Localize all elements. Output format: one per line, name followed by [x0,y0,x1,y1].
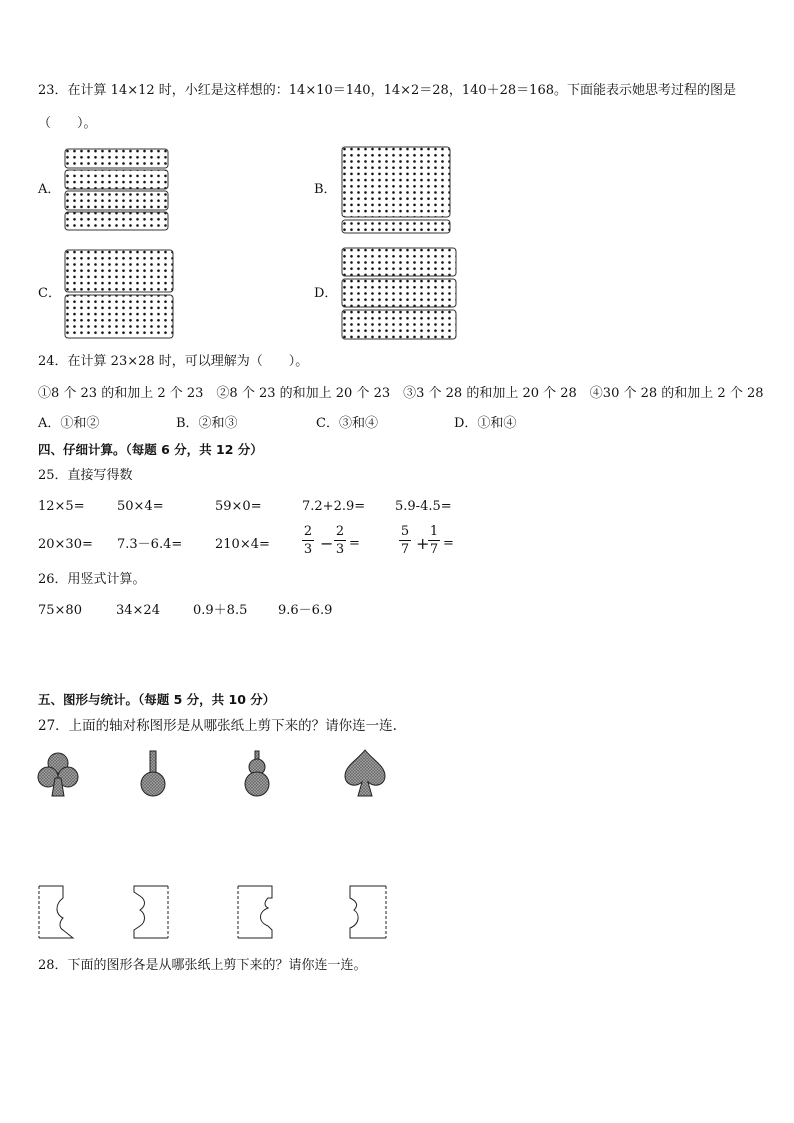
q25-item: 20×30= [38,537,93,552]
q25-fraction-2-equals: = [443,536,454,551]
gourd-shape-icon[interactable] [243,750,271,798]
q25-item: 59×0= [215,499,262,514]
folded-paper-1[interactable] [37,884,77,940]
section-5-heading: 五、图形与统计。（每题 5 分，共 10 分） [38,692,276,707]
q28-stem: 28．下面的图形各是从哪张纸上剪下来的？请你连一连。 [38,958,367,973]
q23-option-c-figure [64,249,176,341]
folded-paper-3[interactable] [236,884,276,940]
folded-paper-2[interactable] [130,884,170,940]
q23-option-a-figure [64,148,170,234]
q25-fraction-1-equals: = [349,536,360,551]
q26-item: 34×24 [116,603,160,618]
q24-choice-d[interactable]: D．①和④ [454,416,517,431]
q23-option-c-label[interactable]: C． [38,286,61,301]
q26-stem: 26．用竖式计算。 [38,572,146,587]
q25-item: 7.2+2.9= [302,499,366,514]
racket-shape-icon[interactable] [139,750,167,798]
q23-stem: 23．在计算 14×12 时，小红是这样想的：14×10＝140，14×2＝28，140＋28＝168。下面能表示她思考过程的图是 [38,83,736,98]
q26-item: 75×80 [38,603,82,618]
q26-item: 9.6－6.9 [278,603,333,618]
q25-item: 50×4= [117,499,164,514]
q24-choice-b[interactable]: B．②和③ [176,416,238,431]
q25-fraction-2b: 1 7 [429,524,439,557]
q26-item: 0.9＋8.5 [193,603,248,618]
q23-option-b-label[interactable]: B． [314,182,337,197]
q24-stem: 24．在计算 23×28 时，可以理解为（ ）。 [38,354,309,369]
spade-shape-icon[interactable] [343,748,387,798]
q23-answer-blank[interactable]: （ ）。 [38,116,97,131]
q25-item: 5.9-4.5= [395,499,452,514]
q23-option-d-figure [341,247,459,342]
q25-item: 210×4= [215,537,270,552]
q25-fraction-1b: 2 3 [335,524,345,557]
q25-stem: 25．直接写得数 [38,468,133,483]
q23-option-a-label[interactable]: A． [38,182,61,197]
q25-fraction-2a: 5 7 [400,524,410,557]
club-shape-icon[interactable] [37,750,79,798]
q25-item: 12×5= [38,499,85,514]
q24-choice-a[interactable]: A．①和② [38,416,100,431]
q23-option-d-label[interactable]: D． [314,286,338,301]
q24-statements: ①8 个 23 的和加上 2 个 23 ②8 个 23 的和加上 20 个 23 ③3 个 28 的和加上 20 个 28 ④30 个 28 的和加上 2 个 28 [38,386,764,401]
q25-fraction-1a: 2 3 [303,524,313,557]
q25-fraction-2-operator: + [416,534,430,553]
q23-option-b-figure [341,146,453,236]
q27-stem: 27．上面的轴对称图形是从哪张纸上剪下来的？请你连一连. [38,718,397,734]
q24-choice-c[interactable]: C．③和④ [316,416,378,431]
section-4-heading: 四、仔细计算。（每题 6 分，共 12 分） [38,442,263,457]
q25-fraction-1-operator: − [320,534,334,553]
folded-paper-4[interactable] [346,884,390,940]
q25-item: 7.3－6.4= [117,537,183,552]
